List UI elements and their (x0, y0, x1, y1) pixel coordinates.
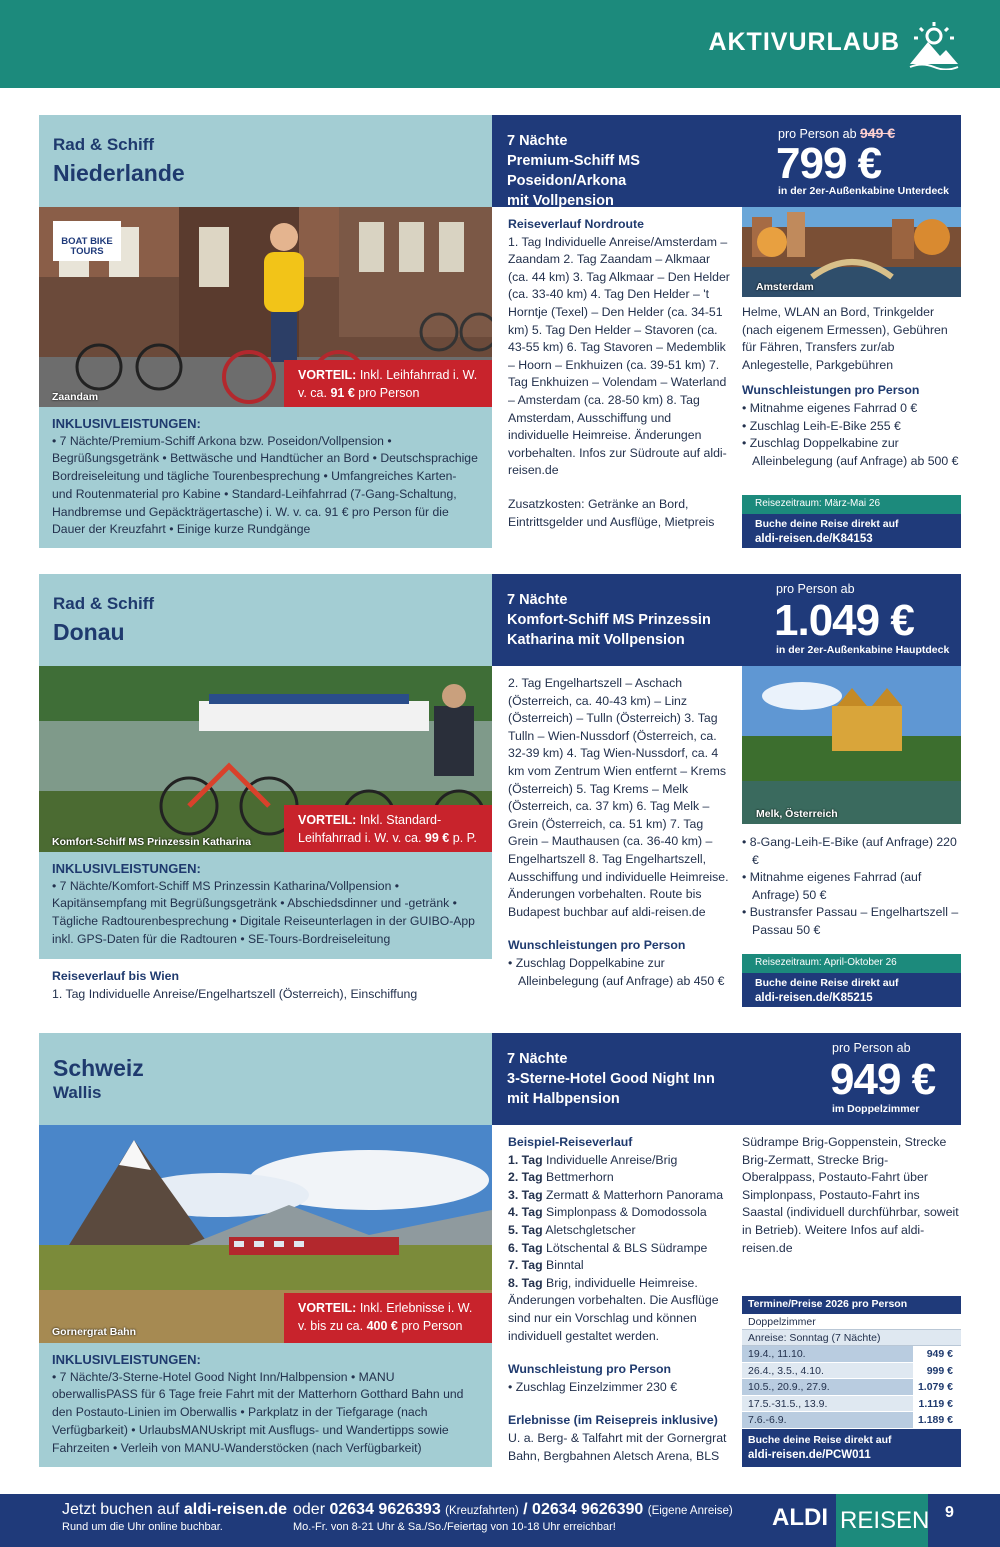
phone-own-travel-note: (Eigene Anreise) (647, 1505, 733, 1517)
boat-bike-tours-logo: BOAT BIKE TOURS (53, 221, 121, 261)
vorteil-badge: VORTEIL: Inkl. Erlebnisse i. W. v. bis zu ca. 400 € pro Person (284, 1293, 492, 1343)
price-table-room: Doppelzimmer (742, 1314, 961, 1330)
wish-item: • Zuschlag Doppelkabine zur Alleinbelegung (auf Anfrage) ab 450 € (508, 955, 725, 988)
inclusive-text: • 7 Nächte/3-Sterne-Hotel Good Night Inn/Halbpension • MANU oberwallisPASS für 6 Tage freie Fahrt mit der Matterhorn Gotthard Bahn und den Postauto-Linien im Oberwallis • Parkplatz in der Tiefgarage (nach Verfügbarkeit) • UrlaubsMANUskript mit Ausflugs- und Wandertipps sowie Fahrzeiten • Verleih von MANU-Wanderstöcken (nach Verfügbarkeit) (52, 1369, 464, 1455)
booking-label: Buche deine Reise direkt auf (755, 518, 899, 530)
offer-nights: 7 Nächte (507, 133, 568, 149)
offer-header-right (492, 1033, 961, 1125)
route-day: 6. Tag Lötschental & BLS Südrampe (508, 1240, 708, 1255)
price-from-label: pro Person ab (776, 582, 855, 596)
price-from-label: pro Person ab (832, 1041, 911, 1055)
offer-category: Rad & Schiff (53, 594, 155, 613)
offer-price: 949 € (830, 1055, 936, 1104)
experiences-heading: Erlebnisse (im Reisepreis inklusive) (508, 1413, 718, 1428)
table-row: 26.4., 3.5., 4.10. 999 € (742, 1363, 961, 1380)
booking-box[interactable] (742, 954, 961, 1007)
offer-accommodation: Komfort-Schiff MS Prinzessin (507, 612, 711, 628)
extra-costs: Zusatzkosten: Getränke an Bord, Eintrittsgelder und Ausflüge, Mietpreis (508, 496, 715, 529)
price-table (742, 1296, 961, 1467)
offer-cabin: im Doppelzimmer (832, 1103, 920, 1115)
mini-photo (742, 207, 961, 297)
offer-donau (39, 574, 961, 1014)
route-day: 1. Tag Individuelle Anreise/Brig (508, 1152, 678, 1167)
price-from-label: pro Person ab (778, 127, 857, 141)
route-day: 5. Tag Aletschgletscher (508, 1222, 636, 1237)
offer-photo (39, 207, 492, 407)
offer-header-left (39, 574, 492, 666)
inclusive-services (39, 407, 492, 548)
offer-destination: Schweiz (53, 1055, 144, 1081)
route-text: 1. Tag Individuelle Anreise/Amsterdam – Zaandam 2. Tag Zaandam – Alkmaar (ca. 44 km) 3. Tag Alkmaar – Den Helder (ca. 33-40 km) 4. Tag Den Helder – 't Horntje (Texel) – Den Helder (ca. 34-51 km) 5. Tag Den Helder – Stavoren (ca. 43-55 km) 6. Tag Stavoren – Medemblik – Hoorn – Enkhuizen (ca. 39-51 km) 7. Tag Enkhuizen – Volendam – Waterland – Amsterdam (ca. 28-50 km) 8. Tag Amsterdam, Ausschiffung und individuelle Heimreise. Änderungen vorbehalten. Infos zur Südroute auf aldi-reisen.de (508, 234, 730, 478)
wish-item: • Zuschlag Doppelkabine zur Alleinbelegung (auf Anfrage) ab 500 € (742, 436, 959, 468)
offer-header-right (492, 574, 961, 666)
offer-board: Katharina mit Vollpension (507, 632, 685, 648)
offer-destination: Donau (53, 619, 125, 645)
route-heading: Beispiel-Reiseverlauf (508, 1135, 633, 1149)
phone-cruise[interactable]: 02634 9626393 (329, 1501, 441, 1518)
mini-photo (742, 666, 961, 824)
old-price: 949 € (860, 125, 896, 141)
route-day: 7. Tag Binntal (508, 1258, 584, 1273)
phone-separator: / (523, 1501, 528, 1518)
route-column (508, 675, 730, 990)
booking-box[interactable] (742, 1429, 961, 1467)
wish-heading: Wunschleistungen pro Person (742, 383, 920, 398)
inclusive-services (39, 852, 492, 959)
offer-cabin: in der 2er-Außenkabine Hauptdeck (776, 644, 950, 656)
price-table-heading: Termine/Preise 2026 pro Person (742, 1296, 961, 1314)
page-number: 9 (945, 1504, 954, 1521)
booking-label: Buche deine Reise direkt auf (755, 977, 899, 989)
route-column (508, 1134, 733, 1465)
experiences-continued (742, 1134, 961, 1257)
offer-price: 799 € (776, 139, 882, 188)
offer-price: 1.049 € (774, 596, 914, 645)
footer-or: oder (293, 1501, 326, 1518)
page-title: AKTIVURLAUB (708, 28, 900, 56)
offer-cabin: in der 2er-Außenkabine Unterdeck (778, 185, 949, 197)
extra-item: • Bustransfer Passau – Engelhartszell – Passau 50 € (742, 905, 959, 937)
booking-link[interactable]: aldi-reisen.de/K84153 (755, 533, 873, 545)
extra-services-column (742, 834, 961, 940)
booking-link[interactable]: aldi-reisen.de/PCW011 (748, 1448, 871, 1461)
travel-period: Reisezeitraum: April-Oktober 26 (742, 954, 961, 973)
offer-board: mit Halbpension (507, 1091, 620, 1107)
price-table-arrival: Anreise: Sonntag (7 Nächte) (742, 1330, 961, 1346)
route-heading: Reiseverlauf Nordroute (508, 217, 644, 231)
footer-cta: Jetzt buchen auf (62, 1501, 180, 1518)
extra-item: • Mitnahme eigenes Fahrrad (auf Anfrage) 50 € (742, 870, 922, 902)
wish-item: • Zuschlag Leih-E-Bike 255 € (742, 418, 901, 433)
route-note: Änderungen vorbehalten. Die Ausflüge sind nur ein Vorschlag und können individuell gestaltet werden. (508, 1293, 719, 1343)
mini-photo-caption: Amsterdam (756, 281, 814, 293)
vorteil-badge: VORTEIL: Inkl. Standard-Leihfahrrad i. W. v. ca. 99 € p. P. (284, 805, 492, 852)
route-start: 1. Tag Individuelle Anreise/Engelhartszell (Österreich), Einschiffung (52, 986, 418, 1001)
aldi-logo: ALDI (772, 1504, 828, 1531)
offer-destination: Niederlande (53, 160, 185, 186)
route-text: 2. Tag Engelhartszell – Aschach (Österreich, ca. 40-43 km) – Linz (Österreich) – Tulln (Österreich) 3. Tag Tulln – Wien-Nussdorf (Österreich, ca. 32-39 km) 4. Tag Wien-Nussdorf, ca. 4 km vom Zentrum Wien entfernt – Krems (Österreich) 5. Tag Krems – Melk (Österreich, ca. 37 km) 6. Tag Melk – Grein (Österreich, ca. 51 km) 7. Tag Grein – Mauthausen (ca. 36-40 km) – Engelhartszell 8. Tag Engelhartszell, Ausschiffung und individuelle Heimreise. Änderungen vorbehalten. Route bis Budapest buchbar auf aldi-reisen.de (508, 676, 729, 919)
inclusive-heading: INKLUSIVLEISTUNGEN: (52, 416, 201, 431)
booking-link[interactable]: aldi-reisen.de/K85215 (755, 992, 873, 1004)
table-row: 17.5.-31.5., 13.9. 1.119 € (742, 1396, 961, 1413)
mini-photo-caption: Melk, Österreich (756, 808, 838, 820)
offer-board: mit Vollpension (507, 193, 614, 209)
header-bar (0, 0, 1000, 88)
wish-item: • Mitnahme eigenes Fahrrad 0 € (742, 400, 918, 415)
offer-nights: 7 Nächte (507, 592, 568, 608)
wish-heading: Wunschleistungen pro Person (508, 938, 686, 953)
route-column (508, 216, 730, 531)
travel-period: Reisezeitraum: März-Mai 26 (742, 495, 961, 514)
table-row: 7.6.-6.9. 1.189 € (742, 1412, 961, 1429)
photo-caption: Komfort-Schiff MS Prinzessin Katharina (52, 836, 251, 848)
experiences-more: Südrampe Brig-Goppenstein, Strecke Brig-Zermatt, Strecke Brig-Oberalppass, Postauto-Fahrt über Simplonpass, Postauto-Fahrt ins Saastal (individuell durchführbar, soweit in Betrieb). Weitere Infos auf aldi-reisen.de (742, 1135, 959, 1255)
booking-label: Buche deine Reise direkt auf (748, 1433, 892, 1446)
footer-hours: Mo.-Fr. von 8-21 Uhr & Sa./So./Feiertag von 10-18 Uhr erreichbar! (293, 1521, 616, 1533)
reisen-logo: REISEN (836, 1494, 928, 1547)
offer-schweiz (39, 1033, 961, 1467)
offer-accommodation: 3-Sterne-Hotel Good Night Inn (507, 1071, 715, 1087)
inclusive-text: • 7 Nächte/Premium-Schiff Arkona bzw. Poseidon/Vollpension • Begrüßungsgetränk • Bettwäsche und Handtücher an Bord • Deutschsprachige Bordreiseleitung und tägliche Tourenbesprechung • Umfangreiches Karten- und Routenmaterial pro Kabine • Standard-Leihfahrrad (7-Gang-Schaltung, Handbremse und Gepäckträgertasche) i. W. v. ca. 91 € pro Person für die Dauer der Kreuzfahrt • Einige kurze Rundgänge (52, 433, 478, 537)
footer-cta-sub: Rund um die Uhr online buchbar. (62, 1521, 223, 1533)
extra-item: • 8-Gang-Leih-E-Bike (auf Anfrage) 220 € (742, 835, 957, 867)
route-day: 2. Tag Bettmerhorn (508, 1170, 614, 1185)
offer-nights: 7 Nächte (507, 1051, 568, 1067)
table-row: 19.4., 11.10. 949 € (742, 1346, 961, 1363)
inclusive-services (39, 1343, 492, 1467)
offer-niederlande (39, 115, 961, 548)
booking-box[interactable] (742, 495, 961, 548)
route-start-column (52, 968, 482, 1003)
phone-own-travel[interactable]: 02634 9626390 (532, 1501, 644, 1518)
inclusive-text: • 7 Nächte/Komfort-Schiff MS Prinzessin Katharina/Vollpension • Kapitänsempfang mit Begrüßungsgetränk • Abschiedsdinner und -getränk • Tägliche Radtourenbesprechung • Digitale Reiseunterlagen in der GUIBO-App inkl. GPS-Daten für die Radtouren • SE-Tours-Bordreiseleitung (52, 878, 475, 946)
wish-item: • Zuschlag Einzelzimmer 230 € (508, 1379, 678, 1394)
inclusive-heading: INKLUSIVLEISTUNGEN: (52, 1352, 201, 1367)
table-row: 10.5., 20.9., 27.9. 1.079 € (742, 1379, 961, 1396)
experiences-text: U. a. Berg- & Talfahrt mit der Gornergrat Bahn, Bergbahnen Aletsch Arena, BLS (508, 1430, 727, 1463)
footer-bar (0, 1494, 1000, 1547)
sun-mountain-icon (908, 20, 960, 70)
footer-site-link[interactable]: aldi-reisen.de (183, 1501, 288, 1518)
offer-header-left (39, 1033, 492, 1125)
offer-category: Wallis (53, 1083, 102, 1102)
offer-accommodation: Premium-Schiff MS Poseidon/Arkona (507, 153, 640, 189)
offer-header-right (492, 115, 961, 207)
offer-header-left (39, 115, 492, 207)
photo-caption: Gornergrat Bahn (52, 1326, 137, 1338)
route-day: 4. Tag Simplonpass & Domodossola (508, 1205, 707, 1220)
extra-notes: Helme, WLAN an Bord, Trinkgelder (nach eigenem Ermessen), Gebühren für Fähren, Transfers zur/ab Anlegestelle, Parkgebühren (742, 305, 948, 372)
route-heading: Reiseverlauf bis Wien (52, 969, 180, 983)
inclusive-heading: INKLUSIVLEISTUNGEN: (52, 861, 201, 876)
offer-category: Rad & Schiff (53, 135, 155, 154)
offer-photo (39, 1125, 492, 1343)
route-day: 8. Tag Brig, individuelle Heimreise. (508, 1275, 698, 1290)
photo-caption: Zaandam (52, 391, 99, 403)
wish-heading: Wunschleistung pro Person (508, 1362, 672, 1377)
offer-photo (39, 666, 492, 852)
route-day: 3. Tag Zermatt & Matterhorn Panorama (508, 1187, 724, 1202)
extra-notes-column (742, 304, 961, 470)
phone-cruise-note: (Kreuzfahrten) (445, 1505, 519, 1517)
vorteil-badge: VORTEIL: Inkl. Leihfahrrad i. W. v. ca. 91 € pro Person (284, 360, 492, 407)
